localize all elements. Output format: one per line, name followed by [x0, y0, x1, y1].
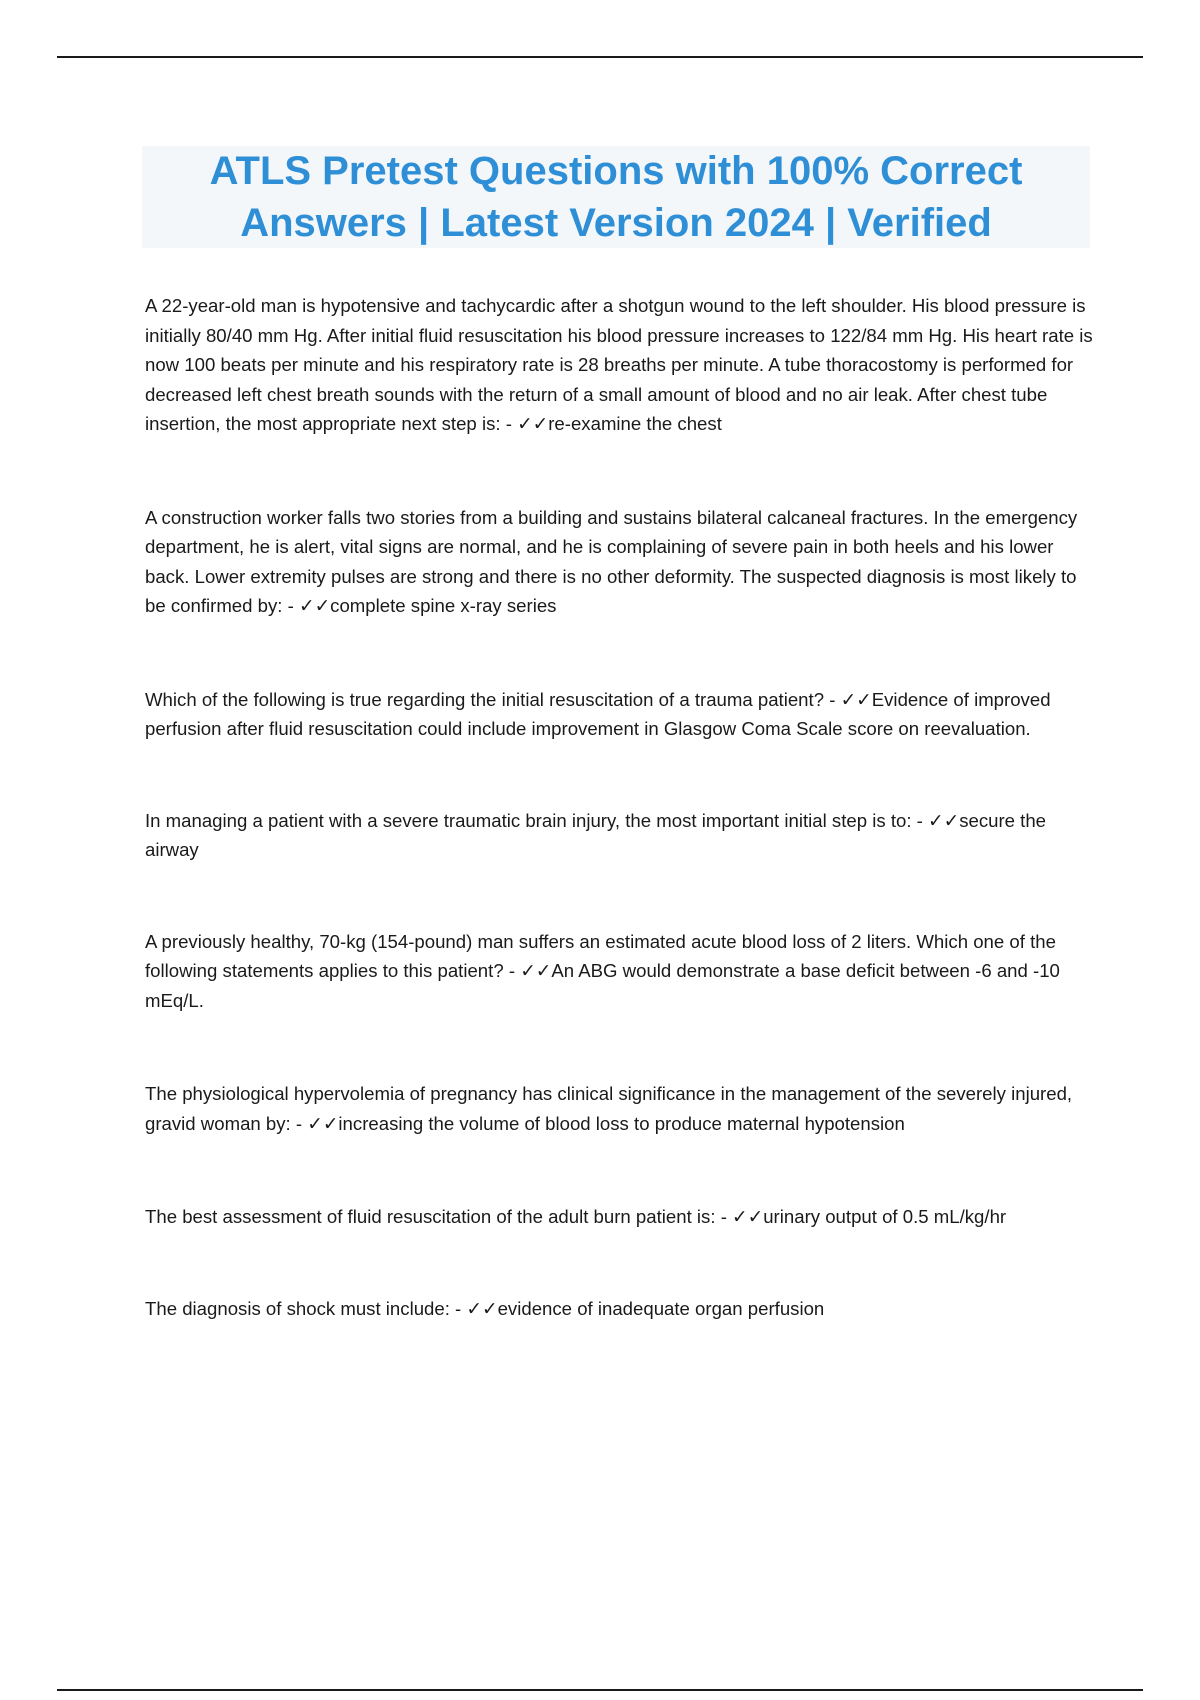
qa-item — [145, 291, 1095, 439]
question-text: The best assessment of fluid resuscitation of the adult burn patient is: - — [145, 1206, 733, 1227]
answer-text: An ABG would demonstrate a base deficit between -6 and -10 mEq/L. — [145, 960, 1060, 1011]
qa-item — [145, 806, 1095, 865]
document-title: ATLS Pretest Questions with 100% Correct Answers | Latest Version 2024 | Verified — [209, 149, 1023, 245]
double-checkmark-icon: ✓✓ — [520, 960, 552, 981]
double-checkmark-icon: ✓✓ — [928, 809, 960, 831]
double-checkmark-icon: ✓✓ — [298, 595, 331, 616]
question-text: A construction worker falls two stories from a building and sustains bilateral calcaneal fractures. In the emergency department, he is alert, vital signs are normal, and he is complaining of severe pain in both heels and his lower back. Lower extremity pulses are strong and there is no other deformity. The suspected diagnosis is most likely to be confirmed by: - — [145, 506, 1078, 616]
answer-text: increasing the volume of blood loss to produce maternal hypotension — [338, 1112, 905, 1134]
question-text: The diagnosis of shock must include: - — [145, 1297, 467, 1319]
qa-item — [145, 503, 1095, 621]
double-checkmark-icon: ✓✓ — [517, 413, 549, 434]
double-checkmark-icon: ✓✓ — [466, 1297, 498, 1319]
bottom-divider — [57, 1689, 1143, 1691]
qa-item — [145, 1294, 1095, 1324]
question-list — [145, 291, 1095, 1323]
top-divider — [57, 56, 1143, 58]
answer-text: complete spine x-ray series — [330, 595, 557, 616]
qa-item — [145, 1202, 1095, 1232]
answer-text: Evidence of improved perfusion after fluid resuscitation could include improvement in Glasgow Coma Scale score on reevaluation. — [145, 688, 1051, 739]
double-checkmark-icon: ✓✓ — [307, 1112, 339, 1134]
title-banner — [142, 146, 1090, 248]
qa-item — [145, 927, 1095, 1016]
answer-text: re-examine the chest — [548, 413, 722, 434]
double-checkmark-icon: ✓✓ — [840, 688, 872, 710]
answer-text: secure the airway — [145, 809, 1047, 860]
answer-text: evidence of inadequate organ perfusion — [497, 1297, 825, 1319]
answer-text: urinary output of 0.5 mL/kg/hr — [763, 1206, 1007, 1227]
double-checkmark-icon: ✓✓ — [732, 1206, 764, 1227]
qa-item — [145, 685, 1095, 744]
qa-item — [145, 1079, 1095, 1138]
question-text: Which of the following is true regarding the initial resuscitation of a trauma patient? - — [145, 688, 841, 710]
question-text: A previously healthy, 70-kg (154-pound) man suffers an estimated acute blood loss of 2 liters. Which one of the following statements applies to this patient? - — [145, 930, 1056, 981]
question-text: A 22-year-old man is hypotensive and tachycardic after a shotgun wound to the left shoulder. His blood pressure is initially 80/40 mm Hg. After initial fluid resuscitation his blood pressure increases to 122/84 mm Hg. His heart rate is now 100 beats per minute and his respiratory rate is 28 breaths per minute. A tube thoracostomy is performed for decreased left chest breath sounds with the return of a small amount of blood and no air leak. After chest tube insertion, the most appropriate next step is: - — [145, 295, 1093, 434]
question-text: In managing a patient with a severe traumatic brain injury, the most important initial step is to: - — [145, 809, 929, 831]
question-text: The physiological hypervolemia of pregnancy has clinical significance in the management of the severely injured, gravid woman by: - — [145, 1083, 1073, 1134]
